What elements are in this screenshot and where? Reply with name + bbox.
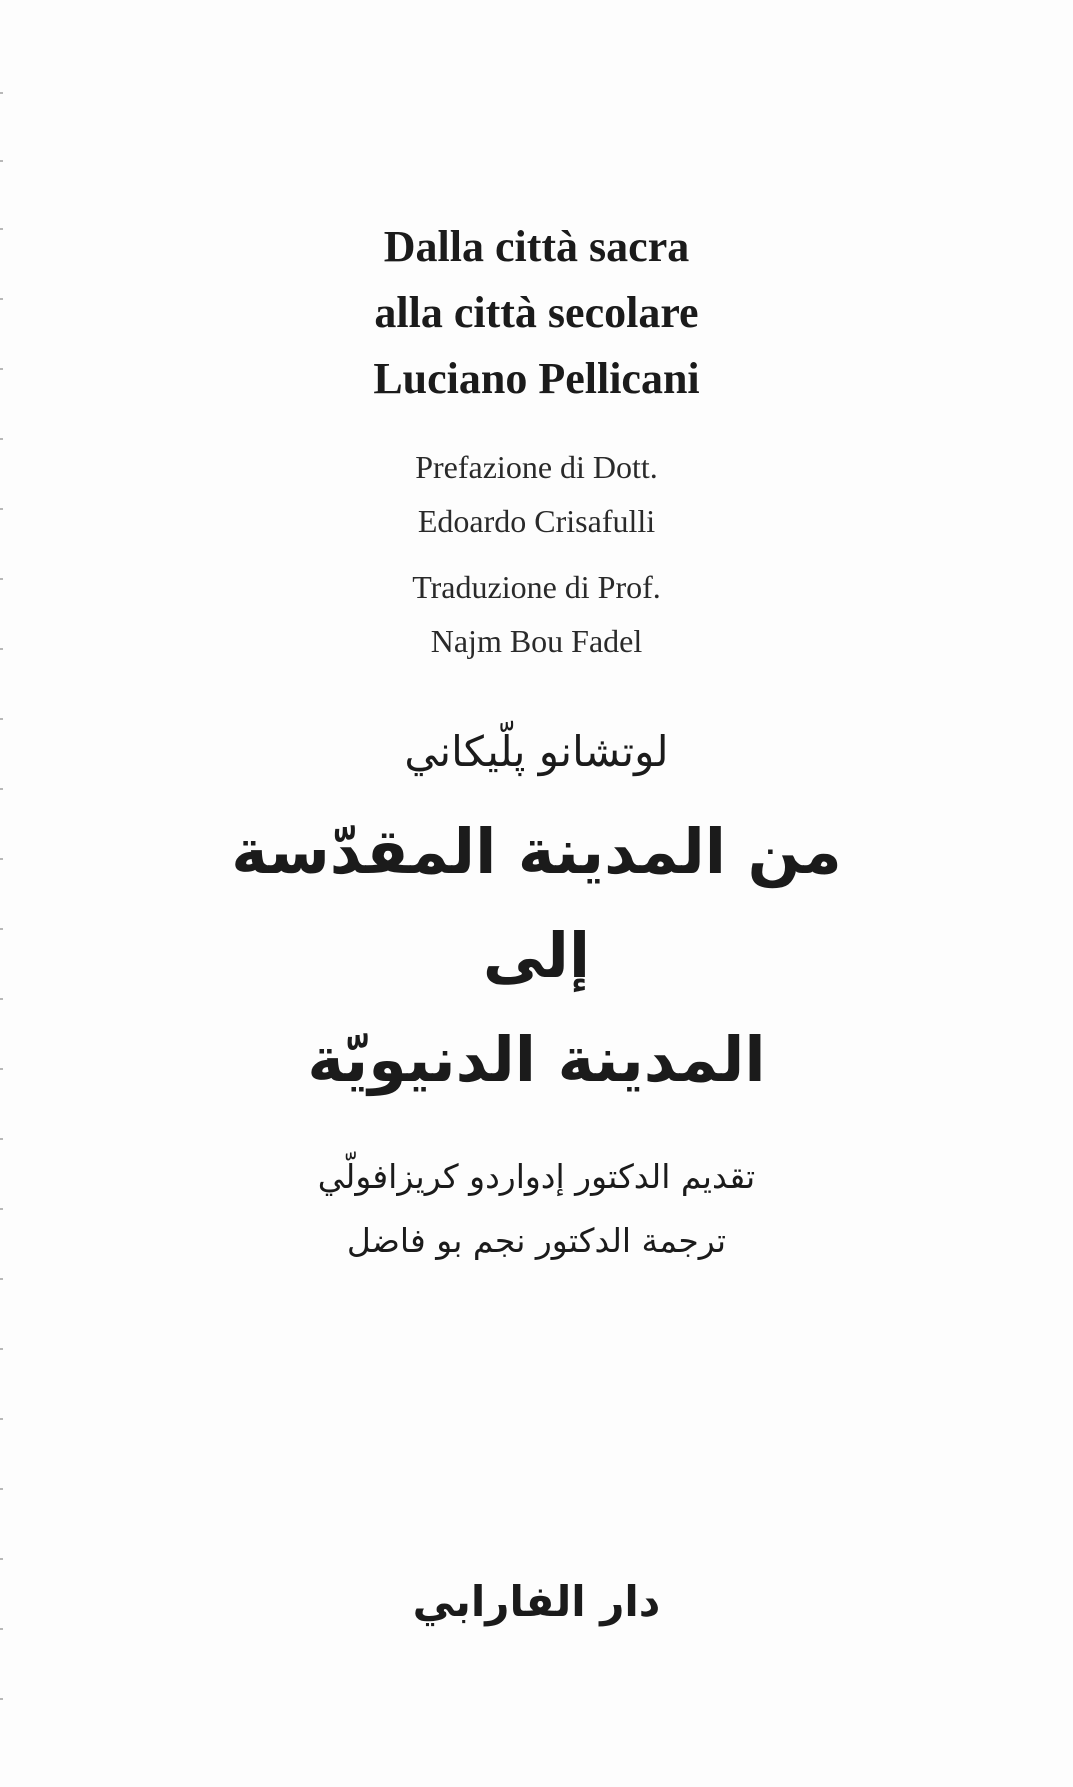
arabic-translation-credit: ترجمة الدكتور نجم بو فاضل: [346, 1221, 727, 1260]
italian-title-line-2: alla città secolare: [374, 288, 699, 337]
italian-preface-block: [0, 440, 1073, 548]
italian-translation-line-1: Traduzione di Prof.: [412, 569, 661, 605]
arabic-preface-credit: تقديم الدكتور إدواردو كريزافولّي: [317, 1157, 756, 1196]
italian-title-line-1: Dalla città sacra: [383, 222, 690, 271]
arabic-credits-block: [0, 1145, 1073, 1273]
arabic-title-line-2: إلى: [482, 919, 591, 992]
publisher-name: دار الفارابي: [412, 1577, 661, 1626]
italian-preface-line-2: Edoardo Crisafulli: [417, 503, 656, 539]
arabic-author: لوتشانو پلّيكاني: [404, 727, 669, 776]
arabic-title-block: [0, 800, 1073, 1112]
italian-author: Luciano Pellicani: [373, 354, 700, 403]
arabic-title-line-1: من المدينة المقدّسة: [231, 815, 842, 888]
italian-title-block: [0, 214, 1073, 412]
italian-translation-line-2: Najm Bou Fadel: [430, 623, 643, 659]
arabic-title-line-3: المدينة الدنيويّة: [307, 1023, 766, 1096]
italian-translation-block: [0, 560, 1073, 668]
italian-preface-line-1: Prefazione di Dott.: [415, 449, 658, 485]
